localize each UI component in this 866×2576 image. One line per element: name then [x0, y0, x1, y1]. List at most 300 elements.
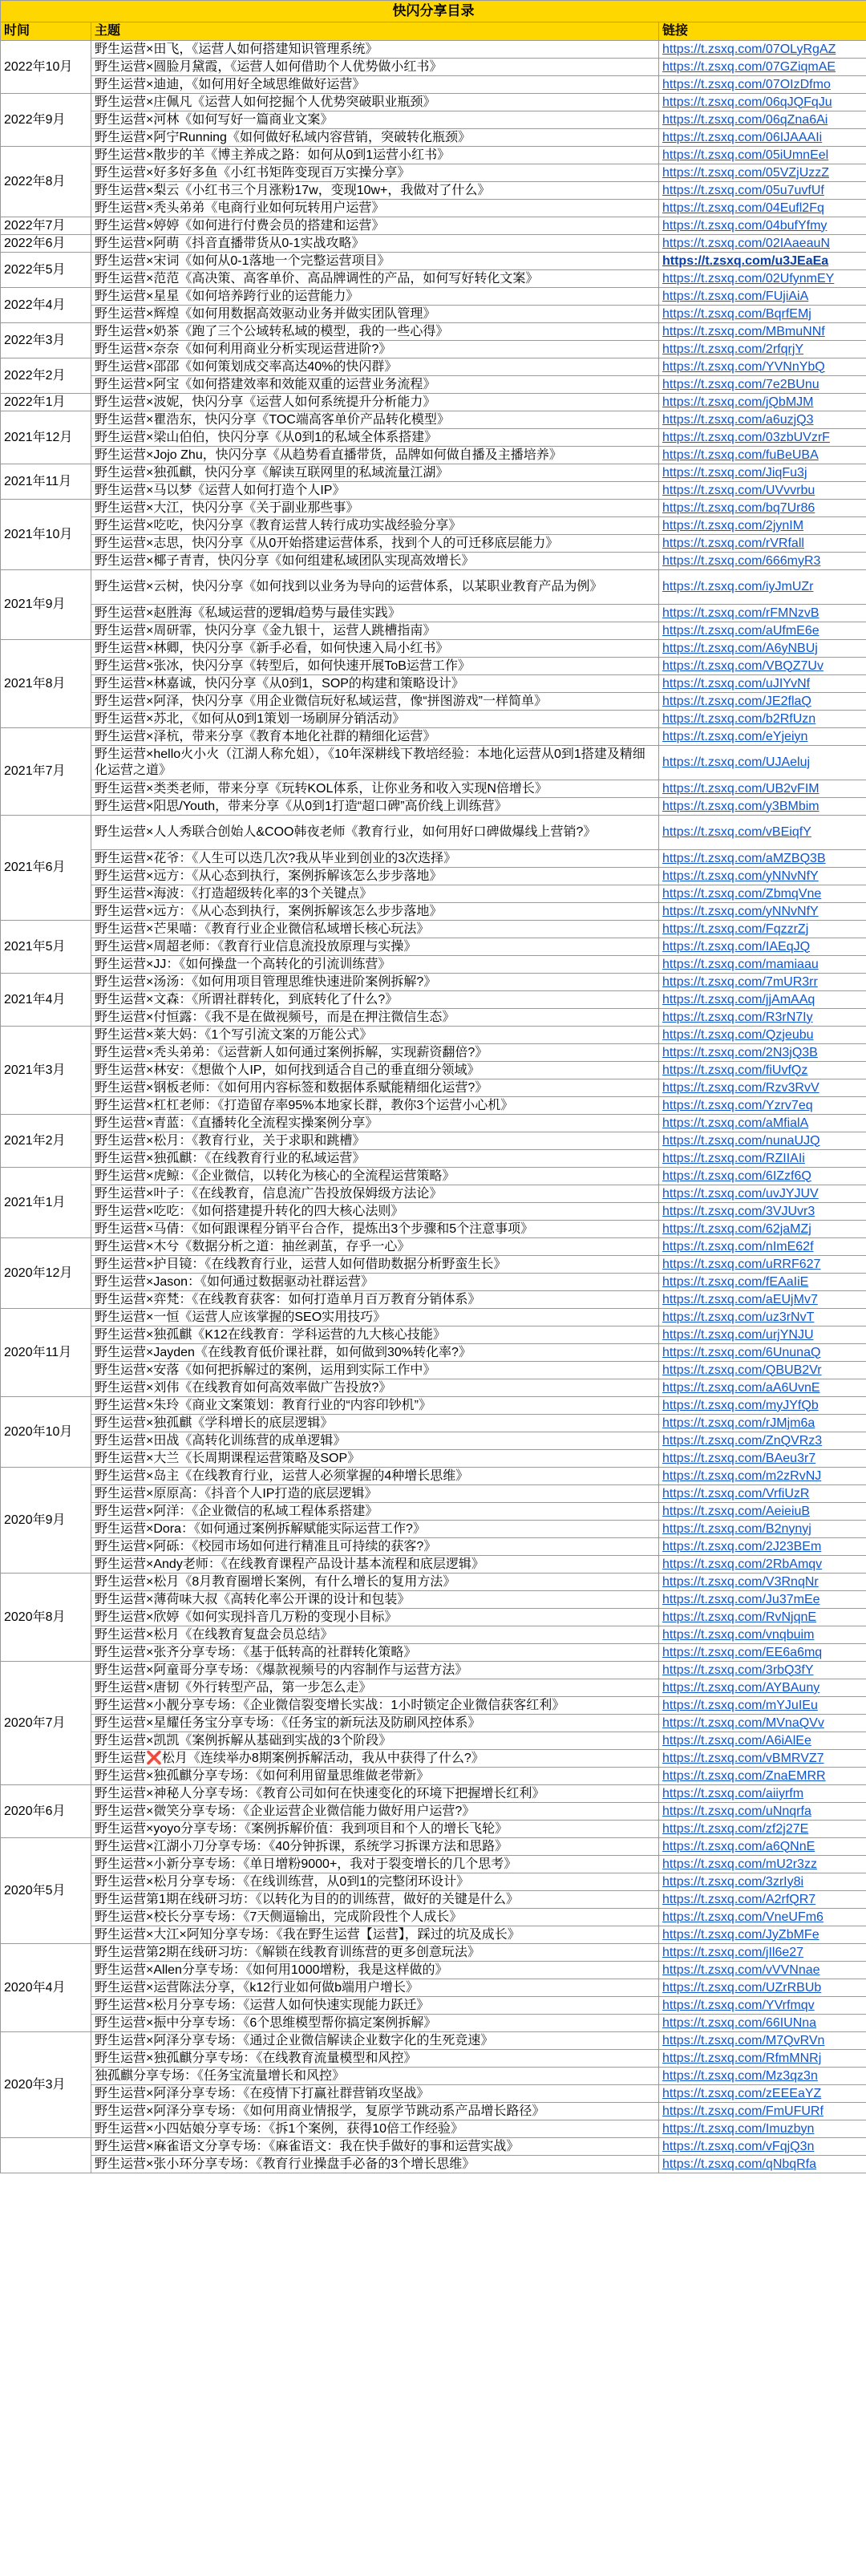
link-cell[interactable]: https://t.zsxq.com/AYBAuny [659, 1679, 866, 1697]
link-cell[interactable]: https://t.zsxq.com/2N3jQ3B [659, 1044, 866, 1062]
link-cell[interactable]: https://t.zsxq.com/zf2j27E [659, 1821, 866, 1838]
link-cell[interactable]: https://t.zsxq.com/b2RfUzn [659, 711, 866, 728]
topic-cell: 野生运营×Jayden《在线教育低价课社群，如何做到30%转化率?》 [91, 1344, 659, 1362]
topic-cell: 野生运营×叶子：《在线教育，信息流广告投放保姆级方法论》 [91, 1185, 659, 1203]
table-row [1, 868, 866, 885]
topic-cell: 野生运营×花爷：《人生可以迭几次?我从毕业到创业的3次迭择》 [91, 850, 659, 868]
link-cell[interactable]: https://t.zsxq.com/qNbqRfa [659, 2156, 866, 2173]
topic-cell: 野生运营×莱大妈：《1个写引流文案的万能公式》 [91, 1027, 659, 1044]
link-cell[interactable]: https://t.zsxq.com/uvJYJUV [659, 1185, 866, 1203]
topic-cell: 野生运营×椰子青青，快闪分享《如何组建私域团队实现高效增长》 [91, 553, 659, 570]
topic-cell: 野生运营×独孤麒《K12在线教育：学科运营的九大核心技能》 [91, 1326, 659, 1344]
topic-cell: 野生运营×马以梦《运营人如何打造个人IP》 [91, 482, 659, 500]
topic-cell: 野生运营×薄荷味大叔《高转化率公开课的设计和包装》 [91, 1591, 659, 1609]
table-row [1, 1132, 866, 1150]
table-row [1, 1415, 866, 1432]
topic-cell: 野生运营×庄佩凡《运营人如何挖掘个人优势突破职业瓶颈》 [91, 94, 659, 111]
table-row [1, 885, 866, 903]
time-cell: 2022年3月 [1, 323, 91, 358]
link-cell[interactable]: https://t.zsxq.com/A6iAlEe [659, 1732, 866, 1750]
table-row [1, 164, 866, 182]
topic-cell: 野生运营×邵邵《如何策划成交率高达40%的快闪群》 [91, 358, 659, 376]
time-cell: 2020年3月 [1, 2032, 91, 2138]
topic-cell: 野生运营×一恒《运营人应该掌握的SEO实用技巧》 [91, 1309, 659, 1326]
link-cell[interactable]: https://t.zsxq.com/06qJQFqJu [659, 94, 866, 111]
topic-cell: 野生运营×吃吃：《如何搭建提升转化的四大核心法则》 [91, 1203, 659, 1221]
topic-cell: 野生运营第2期在线研习坊：《解锁在线教育训练营的更多创意玩法》 [91, 1944, 659, 1962]
link-cell[interactable]: https://t.zsxq.com/a6QNnE [659, 1838, 866, 1856]
link-cell[interactable]: https://t.zsxq.com/uRRF627 [659, 1256, 866, 1274]
topic-cell: 野生运营×小靓分享专场：《企业微信裂变增长实战：1小时锁定企业微信获客红利》 [91, 1697, 659, 1715]
topic-cell: 野生运营×张齐分享专场：《基于低转高的社群转化策略》 [91, 1644, 659, 1662]
link-cell[interactable]: https://t.zsxq.com/07OIzDfmo [659, 76, 866, 94]
table-row [1, 1009, 866, 1027]
link-cell[interactable]: https://t.zsxq.com/jIl6e27 [659, 1944, 866, 1962]
table-row [1, 1503, 866, 1521]
table-row [1, 1274, 866, 1291]
time-cell: 2020年6月 [1, 1785, 91, 1838]
topic-cell: 野生运营×阿泽分享专场：《在疫情下打赢社群营销攻坚战》 [91, 2085, 659, 2103]
link-cell[interactable]: https://t.zsxq.com/05u7uvfUf [659, 182, 866, 200]
topic-cell: 野生运营×远方：《从心态到执行，案例拆解该怎么步步落地》 [91, 903, 659, 921]
link-cell[interactable]: https://t.zsxq.com/RvNjqnE [659, 1609, 866, 1626]
link-cell[interactable]: https://t.zsxq.com/Qzjeubu [659, 1027, 866, 1044]
link-cell[interactable]: https://t.zsxq.com/vnqbuim [659, 1626, 866, 1644]
link-cell[interactable]: https://t.zsxq.com/aMZBQ3B [659, 850, 866, 868]
link-cell[interactable]: https://t.zsxq.com/ZnaEMRR [659, 1768, 866, 1785]
table-row [1, 1309, 866, 1326]
link-cell[interactable]: https://t.zsxq.com/urjYNJU [659, 1326, 866, 1344]
table-row [1, 111, 866, 129]
table-row [1, 658, 866, 675]
link-cell[interactable]: https://t.zsxq.com/mamiaau [659, 956, 866, 974]
table-row [1, 1697, 866, 1715]
link-cell[interactable]: https://t.zsxq.com/03zbUVzrF [659, 429, 866, 447]
table-row [1, 991, 866, 1009]
link-cell[interactable]: https://t.zsxq.com/Yzrv7eq [659, 1097, 866, 1115]
link-cell[interactable]: https://t.zsxq.com/zEEEaYZ [659, 2085, 866, 2103]
topic-cell: 野生运营×文森：《所谓社群转化，到底转化了什么?》 [91, 991, 659, 1009]
link-cell[interactable]: https://t.zsxq.com/UB2vFIM [659, 780, 866, 798]
topic-cell: 野生运营×迪迪，《如何用好全域思维做好运营》 [91, 76, 659, 94]
topic-cell: 野生运营×弈梵：《在线教育获客：如何打造单月百万教育分销体系》 [91, 1291, 659, 1309]
link-cell[interactable]: https://t.zsxq.com/IAEqJQ [659, 938, 866, 956]
table-row [1, 605, 866, 622]
table-row [1, 1256, 866, 1274]
time-cell: 2021年9月 [1, 570, 91, 640]
link-cell[interactable]: https://t.zsxq.com/7mUR3rr [659, 974, 866, 991]
table-row [1, 1379, 866, 1397]
table-row [1, 1856, 866, 1873]
time-cell: 2022年5月 [1, 253, 91, 288]
topic-cell: 野生运营×阳思/Youth，带来分享《从0到1打造“超口碑”高价线上训练营》 [91, 798, 659, 816]
link-cell[interactable]: https://t.zsxq.com/QBUB2Vr [659, 1362, 866, 1379]
link-cell[interactable]: https://t.zsxq.com/mU2r3zz [659, 1856, 866, 1873]
link-cell[interactable]: https://t.zsxq.com/02UfynmEY [659, 270, 866, 288]
topic-cell: 野生运营×田飞，《运营人如何搭建知识管理系统》 [91, 41, 659, 59]
table-row [1, 411, 866, 429]
link-cell[interactable]: https://t.zsxq.com/vBMRVZ7 [659, 1750, 866, 1768]
topic-cell: 野生运营×麻雀语文分享专场：《麻雀语文：我在快手做好的事和运营实战》 [91, 2138, 659, 2156]
link-cell[interactable]: https://t.zsxq.com/nImE62f [659, 1238, 866, 1256]
link-cell[interactable]: https://t.zsxq.com/07OLyRgAZ [659, 41, 866, 59]
topic-cell: 野生运营×阿宁Running《如何做好私域内容营销，突破转化瓶颈》 [91, 129, 659, 147]
table-row [1, 517, 866, 535]
table-row [1, 1909, 866, 1926]
topic-cell: 野生运营×Allen分享专场：《如何用1000增粉，我是这样做的》 [91, 1962, 659, 1979]
link-cell[interactable]: https://t.zsxq.com/rJMjm6a [659, 1415, 866, 1432]
link-cell[interactable]: https://t.zsxq.com/2jynIM [659, 517, 866, 535]
topic-cell: 野生运营×松月《8月教育圈增长案例，有什么增长的复用方法》 [91, 1574, 659, 1591]
topic-cell: 野生运营×付恒露：《我不是在做视频号，而是在押注微信生态》 [91, 1009, 659, 1027]
link-cell[interactable]: https://t.zsxq.com/M7QvRVn [659, 2032, 866, 2050]
table-row [1, 956, 866, 974]
link-cell[interactable]: https://t.zsxq.com/bq7Ur86 [659, 500, 866, 517]
table-row [1, 2120, 866, 2138]
topic-cell: 野生运营×小新分享专场：《单日增粉9000+，我对于裂变增长的几个思考》 [91, 1856, 659, 1873]
table-row [1, 1926, 866, 1944]
link-cell[interactable]: https://t.zsxq.com/05VZjUzzZ [659, 164, 866, 182]
topic-cell: 野生运营×吃吃，快闪分享《教育运营人转行成功实战经验分享》 [91, 517, 659, 535]
topic-cell: 野生运营×林安：《想做个人IP，如何找到适合自己的垂直细分领域》 [91, 1062, 659, 1079]
link-cell[interactable]: https://t.zsxq.com/FmUFURf [659, 2103, 866, 2120]
topic-cell: 野生运营×大兰《长周期课程运营策略及SOP》 [91, 1450, 659, 1468]
topic-cell: 野生运营×阿洋：《企业微信的私域工程体系搭建》 [91, 1503, 659, 1521]
topic-cell: 野生运营×人人秀联合创始人&COO韩夜老师《教育行业，如何用好口碑做爆线上营销?》 [91, 816, 659, 850]
link-cell[interactable]: https://t.zsxq.com/06IJAAAIi [659, 129, 866, 147]
topic-cell: 野生运营×yoyo分享专场：《案例拆解价值：我到项目和个人的增长飞轮》 [91, 1821, 659, 1838]
topic-cell: 野生运营×阿砾：《校园市场如何进行精准且可持续的获客?》 [91, 1538, 659, 1556]
link-cell[interactable]: https://t.zsxq.com/jQbMJM [659, 394, 866, 411]
link-cell[interactable]: https://t.zsxq.com/MVnaQVv [659, 1715, 866, 1732]
topic-cell: 野生运营×志思，快闪分享《从0开始搭建运营体系，找到个人的可迁移底层能力》 [91, 535, 659, 553]
link-cell[interactable]: https://t.zsxq.com/62jaMZj [659, 1221, 866, 1238]
table-row [1, 535, 866, 553]
topic-cell: 野生运营×大江×阿知分享专场：《我在野生运营【运营】，踩过的坑及成长》 [91, 1926, 659, 1944]
link-cell[interactable]: https://t.zsxq.com/FUjiAiA [659, 288, 866, 306]
link-cell[interactable]: https://t.zsxq.com/UVvvrbu [659, 482, 866, 500]
link-cell[interactable]: https://t.zsxq.com/jjAmAAq [659, 991, 866, 1009]
topic-cell: 野生运营×周研霏，快闪分享《金九银十，运营人跳槽指南》 [91, 622, 659, 640]
table-row [1, 675, 866, 693]
table-row [1, 2085, 866, 2103]
topic-cell: 野生运营×秃头弟弟：《运营新人如何通过案例拆解，实现薪资翻倍?》 [91, 1044, 659, 1062]
table-row [1, 1609, 866, 1626]
table-row [1, 693, 866, 711]
time-cell: 2022年4月 [1, 288, 91, 323]
link-cell[interactable]: https://t.zsxq.com/YVNnYbQ [659, 358, 866, 376]
table-row [1, 1962, 866, 1979]
link-cell[interactable]: https://t.zsxq.com/3zrIy8i [659, 1873, 866, 1891]
link-cell[interactable]: https://t.zsxq.com/uJIYvNf [659, 675, 866, 693]
time-cell: 2020年10月 [1, 1397, 91, 1468]
link-cell[interactable]: https://t.zsxq.com/a6uzjQ3 [659, 411, 866, 429]
link-cell[interactable]: https://t.zsxq.com/BAeu3r7 [659, 1450, 866, 1468]
link-cell[interactable]: https://t.zsxq.com/666myR3 [659, 553, 866, 570]
table-row [1, 147, 866, 164]
topic-cell: 野生运营×松月分享专场：《在线训练营，从0到1的完整闭环设计》 [91, 1873, 659, 1891]
topic-cell: 野生运营×散步的羊《博主养成之路：如何从0到1运营小红书》 [91, 147, 659, 164]
table-row [1, 1997, 866, 2015]
link-cell[interactable]: https://t.zsxq.com/Mz3qz3n [659, 2068, 866, 2085]
link-cell[interactable]: https://t.zsxq.com/JyZbMFe [659, 1926, 866, 1944]
topic-cell: 野生运营第1期在线研习坊：《以转化为目的的训练营，做好的关键是什么》 [91, 1891, 659, 1909]
topic-cell: 野生运营×奈奈《如何利用商业分析实现运营进阶?》 [91, 341, 659, 358]
table-row [1, 447, 866, 464]
table-row [1, 429, 866, 447]
link-cell[interactable]: https://t.zsxq.com/AeieiuB [659, 1503, 866, 1521]
table-row [1, 640, 866, 658]
link-cell[interactable]: https://t.zsxq.com/uz3rNvT [659, 1309, 866, 1326]
table-row [1, 1644, 866, 1662]
link-cell[interactable]: https://t.zsxq.com/VneUFm6 [659, 1909, 866, 1926]
table-row [1, 1979, 866, 1997]
table-row [1, 1044, 866, 1062]
link-cell[interactable]: https://t.zsxq.com/iyJmUZr [659, 570, 866, 605]
topic-cell: 野生运营×Andy老师：《在线教育课程产品设计基本流程和底层逻辑》 [91, 1556, 659, 1574]
time-cell: 2020年9月 [1, 1468, 91, 1574]
table-row [1, 1891, 866, 1909]
time-cell: 2021年5月 [1, 921, 91, 974]
time-cell: 2021年11月 [1, 464, 91, 500]
link-cell[interactable]: https://t.zsxq.com/A6yNBUj [659, 640, 866, 658]
table-row [1, 217, 866, 235]
link-cell[interactable]: https://t.zsxq.com/RfmMNRj [659, 2050, 866, 2068]
link-cell[interactable]: https://t.zsxq.com/B2nynyj [659, 1521, 866, 1538]
topic-cell: 野生运营×远方：《从心态到执行，案例拆解该怎么步步落地》 [91, 868, 659, 885]
time-cell: 2020年8月 [1, 1574, 91, 1662]
table-row [1, 1115, 866, 1132]
link-cell[interactable]: https://t.zsxq.com/ZbmqVne [659, 885, 866, 903]
header-topic: 主题 [91, 22, 659, 41]
link-cell[interactable]: https://t.zsxq.com/RZIIAIi [659, 1150, 866, 1168]
link-cell[interactable]: https://t.zsxq.com/BqrfEMj [659, 306, 866, 323]
topic-cell: 野生运营×凯凯《案例拆解从基础到实战的3个阶段》 [91, 1732, 659, 1750]
link-cell[interactable]: https://t.zsxq.com/aUfmE6e [659, 622, 866, 640]
link-cell[interactable]: https://t.zsxq.com/rFMNzvB [659, 605, 866, 622]
topic-cell: 野生运营×青蓝：《直播转化全流程实操案例分享》 [91, 1115, 659, 1132]
topic-cell: 野生运营×范范《高决策、高客单价、高品牌调性的产品，如何写好转化文案》 [91, 270, 659, 288]
topic-cell: 野生运营×独孤麒：《在线教育行业的私域运营》 [91, 1150, 659, 1168]
link-cell[interactable]: https://t.zsxq.com/VrfiUzR [659, 1485, 866, 1503]
table-row [1, 270, 866, 288]
table-row [1, 1291, 866, 1309]
topic-cell: 野生运营×松月分享专场：《运营人如何快速实现能力跃迁》 [91, 1997, 659, 2015]
link-cell[interactable]: https://t.zsxq.com/7e2BUnu [659, 376, 866, 394]
link-cell[interactable]: https://t.zsxq.com/VBQZ7Uv [659, 658, 866, 675]
table-row [1, 1838, 866, 1856]
topic-cell: 野生运营×泽杭，带来分享《教育本地化社群的精细化运营》 [91, 728, 659, 746]
table-row [1, 1821, 866, 1838]
topic-cell: 野生运营×奶茶《跑了三个公域转私域的模型，我的一些心得》 [91, 323, 659, 341]
table-row [1, 1679, 866, 1697]
link-cell[interactable]: https://t.zsxq.com/06qZna6Ai [659, 111, 866, 129]
time-cell: 2021年3月 [1, 1027, 91, 1115]
table-row [1, 288, 866, 306]
link-cell[interactable]: https://t.zsxq.com/JE2flaQ [659, 693, 866, 711]
table-row [1, 553, 866, 570]
link-cell[interactable]: https://t.zsxq.com/yNNvNfY [659, 903, 866, 921]
link-cell[interactable]: https://t.zsxq.com/6IZzf6Q [659, 1168, 866, 1185]
table-row [1, 1450, 866, 1468]
link-cell[interactable]: https://t.zsxq.com/Imuzbyn [659, 2120, 866, 2138]
header-link: 链接 [659, 22, 866, 41]
link-cell[interactable]: https://t.zsxq.com/2RbAmqv [659, 1556, 866, 1574]
link-cell[interactable]: https://t.zsxq.com/rVRfall [659, 535, 866, 553]
topic-cell: 野生运营×阿泽，快闪分享《用企业微信玩好私域运营，像“拼图游戏”一样简单》 [91, 693, 659, 711]
link-cell[interactable]: https://t.zsxq.com/JiqFu3j [659, 464, 866, 482]
link-cell[interactable]: https://t.zsxq.com/aiiyrfm [659, 1785, 866, 1803]
topic-cell: 野生运营×宋词《如何从0-1落地一个完整运营项目》 [91, 253, 659, 270]
table-row [1, 2015, 866, 2032]
link-cell[interactable]: https://t.zsxq.com/uNnqrfa [659, 1803, 866, 1821]
link-cell[interactable]: https://t.zsxq.com/3VJUvr3 [659, 1203, 866, 1221]
topic-cell: 野生运营×大江，快闪分享《关于副业那些事》 [91, 500, 659, 517]
topic-cell: 野生运营×周超老师：《教育行业信息流投放原理与实操》 [91, 938, 659, 956]
link-cell[interactable]: https://t.zsxq.com/nunaUJQ [659, 1132, 866, 1150]
link-cell[interactable]: https://t.zsxq.com/UJAeluj [659, 746, 866, 780]
link-cell[interactable]: https://t.zsxq.com/vFqjQ3n [659, 2138, 866, 2156]
link-cell[interactable]: https://t.zsxq.com/fuBeUBA [659, 447, 866, 464]
table-row [1, 1732, 866, 1750]
link-cell[interactable]: https://t.zsxq.com/YVrfmqv [659, 1997, 866, 2015]
link-cell[interactable]: https://t.zsxq.com/04bufYfmy [659, 217, 866, 235]
link-cell[interactable]: https://t.zsxq.com/Rzv3RvV [659, 1079, 866, 1097]
table-row [1, 903, 866, 921]
topic-cell: 野生运营×梁山伯伯，快闪分享《从0到1的私域全体系搭建》 [91, 429, 659, 447]
table-row [1, 129, 866, 147]
table-row [1, 570, 866, 605]
table-row [1, 1221, 866, 1238]
link-cell[interactable]: https://t.zsxq.com/eYjeiyn [659, 728, 866, 746]
link-cell[interactable]: https://t.zsxq.com/m2zRvNJ [659, 1468, 866, 1485]
table-row [1, 1750, 866, 1768]
table-row [1, 1468, 866, 1485]
table-row [1, 1079, 866, 1097]
link-cell[interactable]: https://t.zsxq.com/myJYfQb [659, 1397, 866, 1415]
time-cell: 2022年7月 [1, 217, 91, 235]
link-cell[interactable]: https://t.zsxq.com/aA6UvnE [659, 1379, 866, 1397]
table-row [1, 394, 866, 411]
link-cell[interactable]: https://t.zsxq.com/aEUjMv7 [659, 1291, 866, 1309]
table-row [1, 1027, 866, 1044]
link-cell[interactable]: https://t.zsxq.com/07GZiqmAE [659, 59, 866, 76]
link-cell[interactable]: https://t.zsxq.com/2rfqrjY [659, 341, 866, 358]
topic-cell: 野生运营❌松月《连续举办8期案例拆解活动，我从中获得了什么?》 [91, 1750, 659, 1768]
topic-cell: 野生运营×唐韧《外行转型产品，第一步怎么走》 [91, 1679, 659, 1697]
link-cell[interactable]: https://t.zsxq.com/2J23BEm [659, 1538, 866, 1556]
table-row [1, 341, 866, 358]
topic-cell: 野生运营×林卿，快闪分享《新手必看，如何快速入局小红书》 [91, 640, 659, 658]
link-cell[interactable]: https://t.zsxq.com/V3RnqNr [659, 1574, 866, 1591]
time-cell: 2022年2月 [1, 358, 91, 394]
topic-cell: 野生运营×岛主《在线教育行业，运营人必须掌握的4种增长思维》 [91, 1468, 659, 1485]
link-cell[interactable]: https://t.zsxq.com/04Eufl2Fq [659, 200, 866, 217]
table-row [1, 974, 866, 991]
table-row [1, 1150, 866, 1168]
table-row [1, 1556, 866, 1574]
table-row [1, 1662, 866, 1679]
table-row [1, 182, 866, 200]
table-row [1, 94, 866, 111]
topic-cell: 野生运营×松月《在线教育复盘会员总结》 [91, 1626, 659, 1644]
link-cell[interactable]: https://t.zsxq.com/mYJuIEu [659, 1697, 866, 1715]
link-cell[interactable]: https://t.zsxq.com/u3JEaEa [659, 253, 866, 270]
time-cell: 2021年4月 [1, 974, 91, 1027]
link-cell[interactable]: https://t.zsxq.com/MBmuNNf [659, 323, 866, 341]
link-cell[interactable]: https://t.zsxq.com/vBEiqfY [659, 816, 866, 850]
table-row [1, 850, 866, 868]
link-cell[interactable]: https://t.zsxq.com/aMfialA [659, 1115, 866, 1132]
link-cell[interactable]: https://t.zsxq.com/fiUvfQz [659, 1062, 866, 1079]
link-cell[interactable]: https://t.zsxq.com/EE6a6mq [659, 1644, 866, 1662]
table-row [1, 2103, 866, 2120]
link-cell[interactable]: https://t.zsxq.com/Ju37mEe [659, 1591, 866, 1609]
time-cell: 2021年8月 [1, 640, 91, 728]
link-cell[interactable]: https://t.zsxq.com/ZnQVRz3 [659, 1432, 866, 1450]
topic-cell: 野生运营×原原高：《抖音个人IP打造的底层逻辑》 [91, 1485, 659, 1503]
header-time: 时间 [1, 22, 91, 41]
time-cell: 2021年7月 [1, 728, 91, 816]
table-row [1, 76, 866, 94]
topic-cell: 野生运营×辉煌《如何用数据高效驱动业务并做实团队管理》 [91, 306, 659, 323]
time-cell: 2020年11月 [1, 1309, 91, 1397]
table-row [1, 306, 866, 323]
link-cell[interactable]: https://t.zsxq.com/yNNvNfY [659, 868, 866, 885]
header-row [1, 22, 866, 41]
topic-cell: 野生运营×Jason：《如何通过数据驱动社群运营》 [91, 1274, 659, 1291]
link-cell[interactable]: https://t.zsxq.com/R3rN7Iy [659, 1009, 866, 1027]
link-cell[interactable]: https://t.zsxq.com/A2rfQR7 [659, 1891, 866, 1909]
topic-cell: 野生运营×独孤麒分享专场：《如何利用留量思维做老带新》 [91, 1768, 659, 1785]
link-cell[interactable]: https://t.zsxq.com/FqzzrZj [659, 921, 866, 938]
table-row [1, 41, 866, 59]
table-row [1, 1803, 866, 1821]
topic-cell: 野生运营×松月：《教育行业，关于求职和跳槽》 [91, 1132, 659, 1150]
table-row [1, 1062, 866, 1079]
topic-cell: 野生运营×婷婷《如何进行付费会员的搭建和运营》 [91, 217, 659, 235]
link-cell[interactable]: https://t.zsxq.com/y3BMbim [659, 798, 866, 816]
link-cell[interactable]: https://t.zsxq.com/UZrRBUb [659, 1979, 866, 1997]
link-cell[interactable]: https://t.zsxq.com/3rbQ3fY [659, 1662, 866, 1679]
topic-cell: 野生运营×虎鲸：《企业微信，以转化为核心的全流程运营策略》 [91, 1168, 659, 1185]
link-cell[interactable]: https://t.zsxq.com/66IUNna [659, 2015, 866, 2032]
topic-cell: 野生运营×独孤麒分享专场：《在线教育流量模型和风控》 [91, 2050, 659, 2068]
table-row [1, 1344, 866, 1362]
topic-cell: 野生运营×类类老师，带来分享《玩转KOL体系，让你业务和收入实现N倍增长》 [91, 780, 659, 798]
table-row [1, 1574, 866, 1591]
table-row [1, 2068, 866, 2085]
link-cell[interactable]: https://t.zsxq.com/02IAaeauN [659, 235, 866, 253]
link-cell[interactable]: https://t.zsxq.com/05iUmnEel [659, 147, 866, 164]
time-cell: 2021年12月 [1, 411, 91, 464]
table-row [1, 711, 866, 728]
time-cell: 2022年1月 [1, 394, 91, 411]
link-cell[interactable]: https://t.zsxq.com/vVVNnae [659, 1962, 866, 1979]
topic-cell: 野生运营×林嘉诚，快闪分享《从0到1，SOP的构建和策略设计》 [91, 675, 659, 693]
time-cell: 2020年4月 [1, 1944, 91, 2032]
table-row [1, 1521, 866, 1538]
link-cell[interactable]: https://t.zsxq.com/6UnunaQ [659, 1344, 866, 1362]
table-row [1, 1168, 866, 1185]
link-cell[interactable]: https://t.zsxq.com/fEAaIiE [659, 1274, 866, 1291]
time-cell: 2022年8月 [1, 147, 91, 217]
topic-cell: 野生运营×振中分享专场：《6个思维模型帮你搞定案例拆解》 [91, 2015, 659, 2032]
table-row [1, 1397, 866, 1415]
table-row [1, 1362, 866, 1379]
title-row [1, 1, 866, 22]
table-row [1, 376, 866, 394]
